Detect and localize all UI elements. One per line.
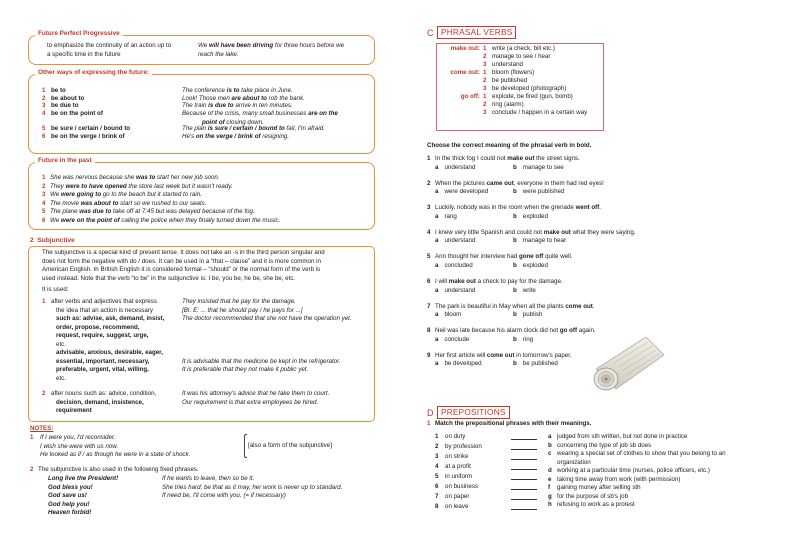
option-a[interactable]: a be developed — [435, 360, 482, 368]
option-b[interactable]: b publish — [513, 311, 543, 319]
phrasal-verb-row: 3 be developed (photograph) — [483, 85, 567, 92]
answer-blank[interactable] — [511, 463, 537, 470]
notes-title: NOTES: — [30, 425, 54, 432]
option-a[interactable]: a conclude — [435, 335, 470, 343]
phrasal-verb-row: 2 ring (alarm) — [483, 101, 524, 108]
preposition-item: 4 at a profit — [435, 463, 545, 473]
meaning-item: d working at a particular time (nurses, police officers, etc.) — [548, 467, 710, 475]
preposition-item: 1 on duty — [435, 433, 545, 443]
meanings-list — [548, 433, 788, 510]
section-d-heading: D PREPOSITIONS — [427, 406, 510, 419]
future-in-past-list — [42, 174, 372, 225]
question: 7 The park is beautiful in May when all the plants come out. a bloom b publish — [427, 302, 595, 319]
answer-blank[interactable] — [511, 483, 537, 490]
box-title: Future in the past — [35, 157, 95, 166]
rolled-newspaper-illustration — [590, 333, 670, 395]
future-perfect-progressive-box — [28, 30, 375, 65]
answer-blank[interactable] — [511, 433, 537, 440]
preposition-item: 8 on leave — [435, 503, 545, 513]
notes-1: 1 If I were you, I'd reconsider. I wish she were with us now. He looked as if / as though he were in a state of shock. [also a form of the subjunctive] — [30, 434, 332, 459]
example: We will have been driving for three hours before we reach the lake. — [198, 42, 345, 58]
phrasal-verb-row: 2 manage to see / hear — [483, 53, 551, 60]
phrasal-verb-row: 3 conclude / happen in a certain way — [483, 109, 588, 116]
question: 9 Her first article will come out in tomorrow's paper. a be developed b be published — [427, 351, 572, 368]
answer-blank[interactable] — [511, 443, 537, 450]
prepositions-instruction: 1 Match the prepositional phrases with their meanings. — [427, 420, 592, 427]
option-b[interactable]: b exploded — [513, 261, 548, 269]
phrasal-verb-row: 3 understand — [483, 61, 523, 68]
meaning-item: a judged from sth written, but not done in practice — [548, 433, 688, 440]
question: 2 When the pictures came out, everyone in them had red eyes! a were developed b were published — [427, 179, 604, 196]
option-a[interactable]: a concluded — [435, 261, 473, 269]
option-a[interactable]: a understand — [435, 163, 476, 171]
phrasal-verb-row: make out: 1 write (a check, bill etc.) — [450, 45, 555, 52]
answer-blank[interactable] — [511, 493, 537, 500]
preposition-item: 6 on business — [435, 483, 545, 493]
question: 4 I knew very little Spanish and could not make out what they were saying. a understand b manage to hear — [427, 228, 636, 245]
future-way-item: 4 be on the point of Because of the crisis, many small businesses are on the point of closing down. — [42, 110, 338, 126]
question: 3 Luckily, nobody was in the room when the grenade went off. a rang b exploded — [427, 204, 602, 220]
meaning-item: h refusing to work as a protest — [548, 501, 635, 509]
box-title: Future Perfect Progressive — [35, 30, 123, 39]
question: 6 I will make out a check to pay for the damage. a understand b write — [427, 277, 563, 294]
option-b[interactable]: b be published — [513, 360, 558, 368]
other-ways-list — [42, 87, 372, 141]
answer-blank[interactable] — [511, 453, 537, 460]
section-c-heading: C PHRASAL VERBS — [427, 26, 516, 39]
phrasal-verb-row: come out: 1 bloom (flowers) — [450, 69, 535, 76]
future-way-item: 6 be on the verge / brink of He's on the verge / brink of resigning. — [42, 133, 290, 141]
option-b[interactable]: b exploded — [513, 212, 548, 220]
past-item: 4 The movie was about to start so we rushed to our seats. — [42, 199, 207, 207]
option-a[interactable]: a bloom — [435, 311, 462, 319]
option-b[interactable]: b manage to see — [513, 163, 564, 171]
preposition-item: 2 by profession — [435, 443, 545, 453]
past-item: 5 The plane was due to take off at 7:45 but was delayed because of the fog. — [42, 208, 255, 216]
answer-blank[interactable] — [511, 473, 537, 480]
past-item: 6 We were on the point of calling the police when they finally turned down the music. — [42, 216, 281, 224]
past-item: 1 She was nervous because she was to start her new job soon. — [42, 174, 220, 181]
subjunctive-heading: 2 Subjunctive — [30, 237, 75, 244]
future-way-item: 3 be due to The train is due to arrive in ten minutes. — [42, 102, 293, 110]
option-b[interactable]: b manage to hear — [513, 237, 567, 245]
meaning-item: g for the purpose of sb's job — [548, 492, 629, 500]
question: 5 Ann thought her interview had gone off quite well. a concluded b exploded — [427, 253, 573, 269]
future-way-item: 5 be sure / certain / bound to The plan is sure / certain / bound to fail, I'm afraid. — [42, 125, 325, 133]
future-way-item: 2 be about to Look! Those men are about to rob the bank. — [42, 94, 305, 102]
meaning-item: f gaining money after selling sth — [548, 484, 641, 492]
question: 8 Neil was late because his alarm clock did not go off again. a conclude b ring — [427, 327, 596, 343]
meaning-item: c wearing a special set of clothes to show that you belong to an organization — [548, 450, 726, 466]
prepositions-list — [435, 433, 545, 513]
answer-blank[interactable] — [511, 503, 537, 510]
phrasal-verbs-list — [436, 45, 604, 117]
preposition-item: 5 in uniform — [435, 473, 545, 483]
phrasal-verb-row: 2 be published — [483, 77, 528, 84]
subjunctive-intro: The subjunctive is a special kind of present tense. It does not take an -s in the third person singular and does not form the negative with do / does. It can be used in a “that – clause” and it is more common in American English. In British English it is considered formal – “should” or the normal form of the verb is used instead. Note that the verb “to be” in the subjunctive is: I be, you be, he be, she be, etc. It is used: — [42, 249, 325, 294]
question: 1 In the thick fog I could not make out the street signs. a understand b manage to see — [427, 155, 580, 171]
option-a[interactable]: a were developed — [435, 188, 489, 196]
option-b[interactable]: b were published — [513, 188, 565, 196]
notes-2: 2 The subjunctive is also used in the following fixed phrases. Long live the President! God bless you! God save us! God help you! Heaven forbid! If he wants to leave, then so be it. She tries hard; be that as it may, her work is never up to standard. If need be, I'll come with you. (= if necessary) — [30, 466, 343, 517]
past-item: 2 They were to have opened the store last week but it wasn't ready. — [42, 182, 233, 190]
meaning-item: e taking time away from work (with permission) — [548, 475, 681, 483]
phrasal-instruction: Choose the correct meaning of the phrasal verb in bold. — [427, 142, 592, 149]
option-b[interactable]: b write — [513, 286, 536, 294]
definition: to emphasize the continuity of an action up to a specific time in the future — [47, 42, 172, 58]
meaning-item: b concerning the type of job sb does — [548, 441, 652, 449]
future-way-item: 1 be to The conference is to take place in June. — [42, 87, 293, 94]
past-item: 3 We were going to go to the beach but it started to rain. — [42, 191, 202, 199]
option-a[interactable]: a understand — [435, 286, 476, 294]
left-page: Future Perfect Progressive to emphasize the continuity of an action up to a specific time in the future We will have been driving for three hours before we reach the lake. Other ways of expressing the future: 1 be to The conference is to take place in June. 2 be about to Look! Those men are about to rob the bank. 3 be due to The train is due to arrive in ten minutes. 4 be on the point of Because of the crisis, many small businesses are on the point of closing down. 5 be sure / certain / bound to The plan is sure / certain / bound to fail, I'm afraid. 6 be on the verge / brink of He's on the verge / brink of resigning. Future in the past 1 She was nervous because she was to start her new job soon. 2 They were to have opened the store last week but it wasn't ready. 3 We were going to go to the beach but it started to rain. 4 The movie was about to start so we rushed to our seats. 5 The plane was due to take off at 7:45 but was delayed because of the fog. 6 We were on the point of calling the police when they finally turned down the music. 2 Subjunctive The subjunctive is a special kind of present tense. It does not take an -s in the third person singular and does not form the negative with do / does. It can be used in a “that – clause” and it is more common in American English. In British English it is considered formal – “should” or the normal form of the verb is used instead. Note that the verb “to be” in the subjunctive is: I be, you be, he be, she be, etc. It is used: 1 after verbs and adjectives that express the idea that an action is necessary such as: advise, ask, demand, insist, order, propose, recommend, request, require, suggest, urge, etc. advisable, anxious, desirable, eager, essential, important, necessary, preferable, urgent, vital, willing, etc. They insisted that he pay for the damage. [Br. E: ... that he should pay / he pays for ...] The doctor recommended that she not have the operation yet. It is advisable that the medicine be kept in the refrigerator. It is preferable that they not make it public yet. 2 after nouns such as: advice, condition, decision, demand, insistence, requirement It was his attorney's advice that he take them to court. Our requirement is that extra employees be hired. NOTES: 1 If I were you, I'd reconsider. I wish she were with us now. He looked as if / as though he were in a state of shock. [also a form of the subjunctive] 2 The subjunctive is also used in the following fixed phrases. Long live the President! God bless you! God save us! God help you! Heaven forbid! If he wants to leave, then so be it. She tries hard; be that as it may, her work is never up to standard. If need be, I'll come with you. (= if necessary) — [0, 0, 400, 550]
phrasal-verb-row: go off: 1 explode, be fired (gun, bomb) — [460, 93, 573, 100]
option-b[interactable]: b ring — [513, 335, 534, 343]
option-a[interactable]: a understand — [435, 237, 476, 245]
preposition-item: 7 on paper — [435, 493, 545, 503]
option-a[interactable]: a rang — [435, 212, 457, 220]
preposition-item: 3 on strike — [435, 453, 545, 463]
box-title: Other ways of expressing the future: — [35, 69, 152, 78]
